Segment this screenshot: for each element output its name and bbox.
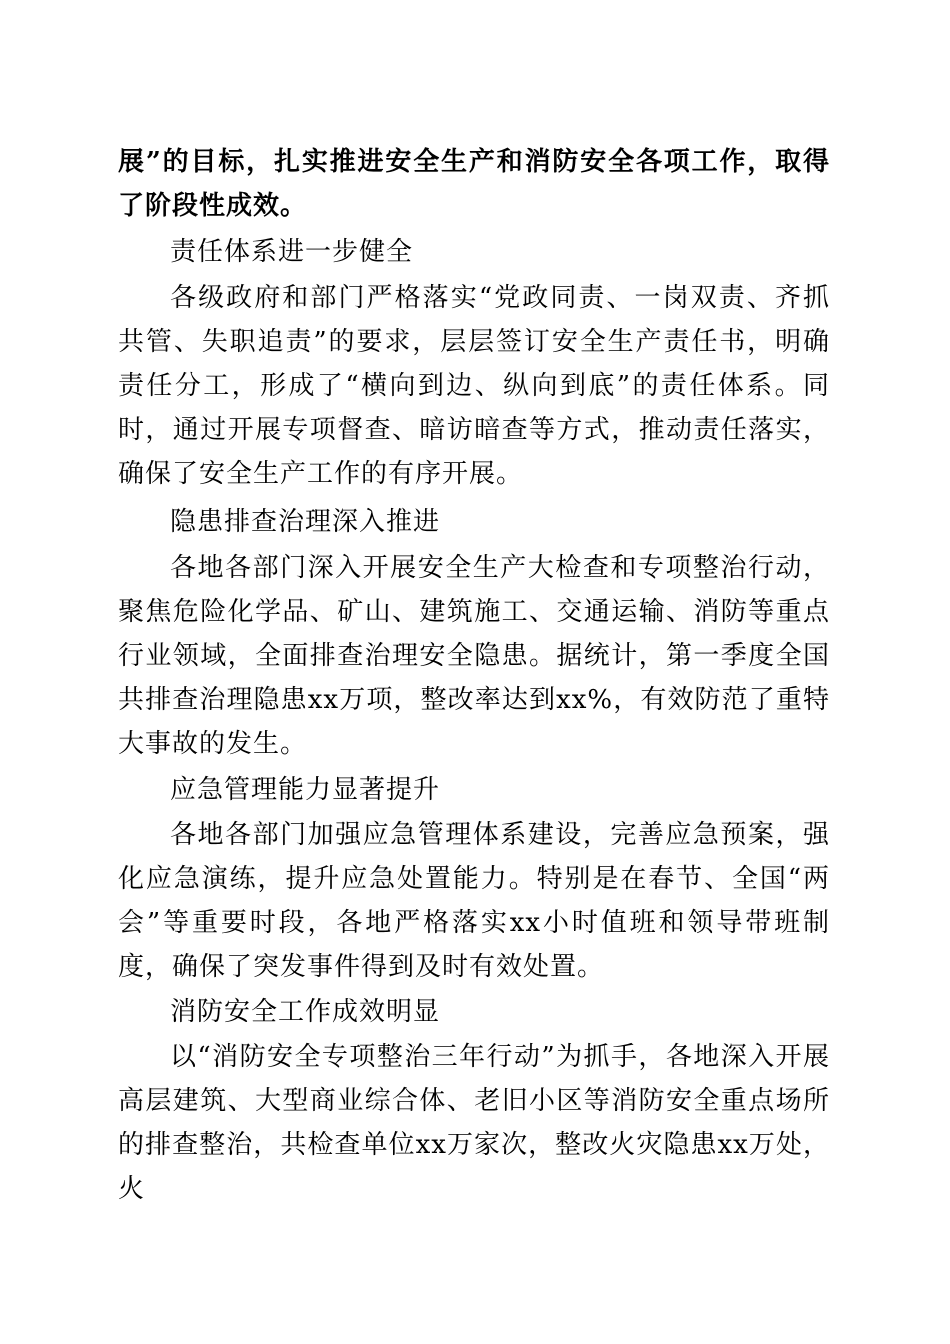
section-heading-hazard: 隐患排查治理深入推进 [170, 507, 441, 537]
section-body-emergency: 各地各部门加强应急管理体系建设，完善应急预案，强化应急演练，提升应急处置能力。特别是在春节、全国“两会”等重要时段，各地严格落实xx小时值班和领导带班制度，确保了突发事件得到及时有效处置。 [118, 820, 830, 982]
section-heading-responsibility: 责任体系进一步健全 [170, 237, 414, 267]
section-heading-emergency: 应急管理能力显著提升 [170, 775, 441, 805]
section-body-responsibility: 各级政府和部门严格落实“党政同责、一岗双责、齐抓共管、失职追责”的要求，层层签订安全生产责任书，明确责任分工，形成了“横向到边、纵向到底”的责任体系。同时，通过开展专项督查、暗访暗查等方式，推动责任落实，确保了安全生产工作的有序开展。 [118, 283, 830, 489]
section-body-fire: 以“消防安全专项整治三年行动”为抓手，各地深入开展高层建筑、大型商业综合体、老旧小区等消防安全重点场所的排查整治，共检查单位xx万家次，整改火灾隐患xx万处，火 [118, 1042, 830, 1204]
section-heading-fire: 消防安全工作成效明显 [170, 997, 441, 1027]
section-body-hazard: 各地各部门深入开展安全生产大检查和专项整治行动，聚焦危险化学品、矿山、建筑施工、交通运输、消防等重点行业领域，全面排查治理安全隐患。据统计，第一季度全国共排查治理隐患xx万项，整改率达到xx%，有效防范了重特大事故的发生。 [118, 553, 830, 759]
intro-paragraph: 展”的目标，扎实推进安全生产和消防安全各项工作，取得了阶段性成效。 [118, 147, 830, 221]
